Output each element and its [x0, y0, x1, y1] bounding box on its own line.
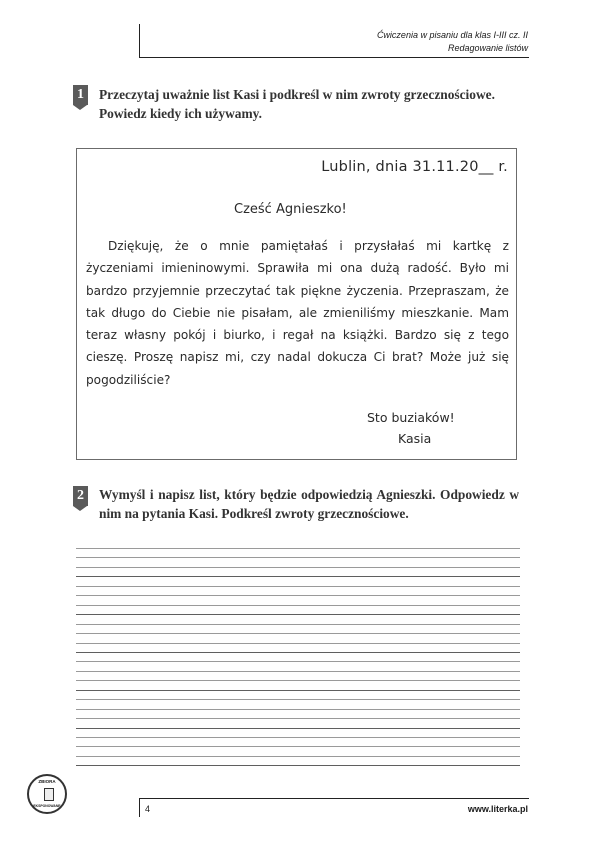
letter-closing: Sto buziaków!	[367, 410, 455, 425]
writing-line	[76, 728, 520, 729]
letter-box	[76, 148, 517, 460]
writing-line	[76, 718, 520, 719]
header-series-title: Ćwiczenia w pisaniu dla klas I-III cz. II	[376, 30, 528, 40]
header-topic: Redagowanie listów	[447, 43, 528, 53]
writing-line	[76, 765, 520, 766]
letter-signature: Kasia	[398, 431, 432, 446]
writing-line	[76, 586, 520, 587]
book-icon	[44, 788, 54, 801]
letter-greeting: Cześć Agnieszko!	[234, 202, 347, 217]
writing-line	[76, 643, 520, 644]
stamp-top-text: ZBIORA	[38, 779, 56, 784]
footer-divider-vertical	[139, 799, 140, 817]
header-divider-vertical	[139, 24, 140, 58]
writing-line	[76, 690, 520, 691]
writing-line	[76, 548, 520, 549]
letter-body	[86, 235, 509, 391]
writing-line	[76, 576, 520, 577]
writing-line	[76, 737, 520, 738]
task-2-instruction: Wymyśl i napisz list, który będzie odpowiedzią Agnieszki. Odpowiedz w nim na pytania Kasi. Podkreśl zwroty grzecznościowe.	[99, 487, 519, 521]
header-divider-horizontal	[139, 57, 529, 58]
task-1-instruction	[99, 85, 519, 123]
writing-line	[76, 661, 520, 662]
writing-line	[76, 680, 520, 681]
page-number: 4	[145, 804, 151, 814]
task-1-instruction-line-2: Powiedz kiedy ich używamy.	[99, 106, 262, 121]
writing-line	[76, 605, 520, 606]
writing-line	[76, 633, 520, 634]
task-2-number-badge: 2	[73, 486, 88, 506]
writing-line	[76, 595, 520, 596]
writing-line	[76, 557, 520, 558]
writing-line	[76, 709, 520, 710]
writing-line	[76, 567, 520, 568]
task-1-instruction-line-1: Przeczytaj uważnie list Kasi i podkreśl w nim zwroty grzecznościowe.	[99, 87, 495, 102]
stamp-bottom-text: EKSPONOWANE	[33, 804, 61, 808]
writing-line	[76, 671, 520, 672]
writing-line	[76, 624, 520, 625]
writing-line	[76, 652, 520, 653]
footer-divider-horizontal	[139, 798, 529, 799]
letter-date: Lublin, dnia 31.11.20__ r.	[321, 159, 508, 175]
letter-body-text: Dziękuję, że o mnie pamiętałaś i przysłałaś mi kartkę z życzeniami imieninowymi. Sprawiła mi ona dużą radość. Było mi bardzo przyjemnie przeczytać tak piękne życzenia. Przepraszam, że tak długo do Ciebie nie pisałam, ale zmieniliśmy mieszkanie. Mam teraz własny pokój i biurko, i regał na książki. Bardzo się z tego cieszę. Proszę napisz mi, czy nadal dokucza Ci brat? Może już się pogodziliście?	[86, 239, 509, 387]
stamp-icon	[27, 774, 67, 814]
footer-url: www.literka.pl	[467, 804, 528, 814]
task-1-number-badge: 1	[73, 85, 88, 105]
writing-line	[76, 756, 520, 757]
writing-line	[76, 746, 520, 747]
writing-line	[76, 614, 520, 615]
writing-line	[76, 699, 520, 700]
